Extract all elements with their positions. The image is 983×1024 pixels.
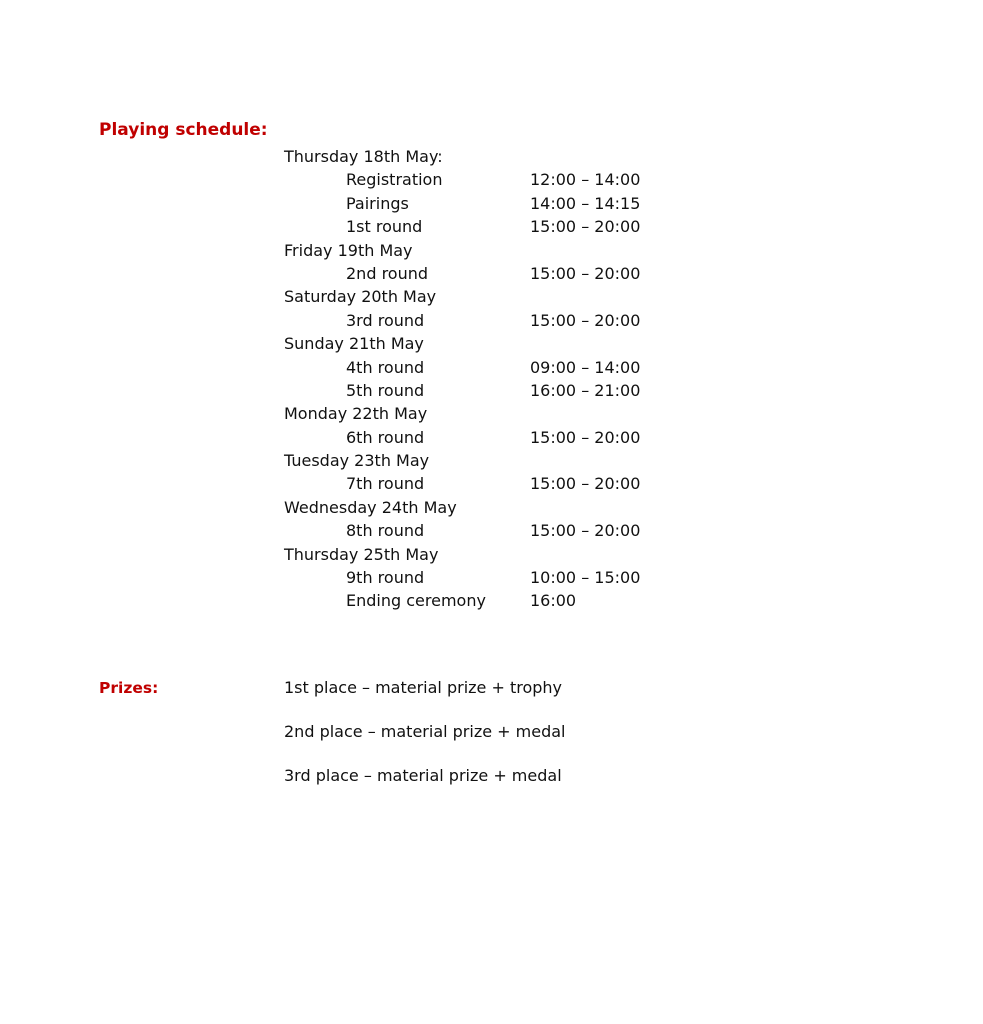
schedule-event-row [284,566,704,589]
schedule-event-row [284,215,704,238]
schedule-time: 15:00 – 20:00 [530,310,641,330]
schedule-event: 8th round [346,521,425,541]
schedule-day: Monday 22th May [284,404,428,424]
prize-item: 1st place – material prize + trophy [284,678,563,697]
schedule-time: 15:00 – 20:00 [530,474,641,494]
schedule-event-row [284,472,704,495]
schedule-event-row [284,379,704,402]
schedule-time: 15:00 – 20:00 [530,521,641,541]
schedule-event: 9th round [346,568,425,588]
schedule-event: Registration [346,170,443,190]
prizes-heading: Prizes: [99,679,159,697]
schedule-day-row [284,239,704,262]
schedule-day: Thursday 18th May: [284,147,443,166]
schedule-day: Thursday 25th May [284,544,439,564]
schedule-day-row [284,285,704,308]
schedule-time: 12:00 – 14:00 [530,170,641,190]
schedule-event: 1st round [346,217,423,237]
schedule-list [284,145,704,613]
schedule-time: 15:00 – 20:00 [530,263,641,283]
schedule-time: 09:00 – 14:00 [530,357,641,377]
schedule-event: 2nd round [346,263,429,283]
schedule-day: Wednesday 24th May [284,497,457,517]
prize-item: 3rd place – material prize + medal [284,766,562,785]
schedule-day: Sunday 21th May [284,334,424,354]
schedule-event: Pairings [346,193,409,213]
schedule-day-row [284,496,704,519]
schedule-event: 7th round [346,474,425,494]
schedule-event-row [284,309,704,332]
schedule-day-row [284,145,704,168]
schedule-time: 16:00 – 21:00 [530,380,641,400]
schedule-event: 6th round [346,427,425,447]
schedule-day: Tuesday 23th May [284,451,430,471]
schedule-time: 16:00 [530,591,577,611]
schedule-event-row [284,262,704,285]
schedule-day-row [284,332,704,355]
prize-item: 2nd place – material prize + medal [284,722,566,741]
schedule-event-row [284,356,704,379]
schedule-time: 15:00 – 20:00 [530,217,641,237]
schedule-time: 15:00 – 20:00 [530,427,641,447]
schedule-day-row [284,449,704,472]
schedule-event: 3rd round [346,310,425,330]
schedule-day-row [284,402,704,425]
schedule-event: Ending ceremony [346,591,486,611]
schedule-time: 14:00 – 14:15 [530,193,641,213]
schedule-event-row [284,519,704,542]
schedule-event-row [284,589,704,612]
schedule-day-row [284,543,704,566]
schedule-event-row [284,426,704,449]
schedule-event: 4th round [346,357,425,377]
schedule-day: Saturday 20th May [284,287,437,307]
schedule-time: 10:00 – 15:00 [530,568,641,588]
playing-schedule-heading: Playing schedule: [99,120,268,140]
schedule-day: Friday 19th May [284,240,413,260]
schedule-event: 5th round [346,380,425,400]
schedule-event-row [284,168,704,191]
prizes-list [284,676,704,808]
schedule-event-row [284,192,704,215]
